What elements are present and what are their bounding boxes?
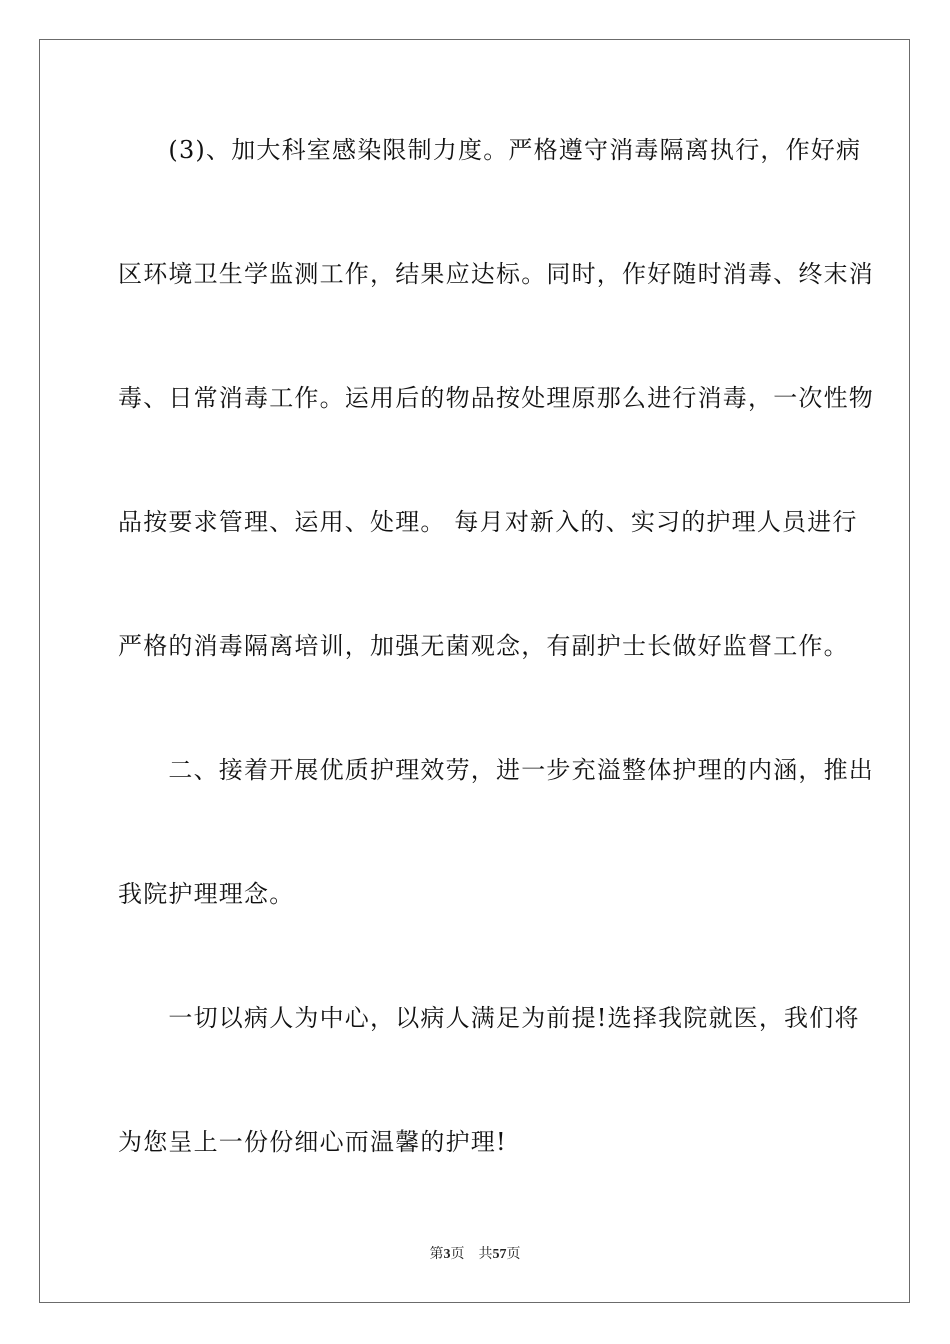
- text-line-1: (3)、加大科室感染限制力度。严格遵守消毒隔离执行，作好病: [118, 136, 862, 164]
- footer-page-suffix: 页: [450, 1246, 465, 1262]
- text-line-5: 严格的消毒隔离培训，加强无菌观念，有副护士长做好监督工作。: [118, 632, 849, 660]
- text-line-7: 我院护理理念。: [118, 880, 295, 908]
- footer-total-pages: 57: [492, 1247, 507, 1262]
- text-line-3: 毒、日常消毒工作。运用后的物品按处理原那么进行消毒，一次性物: [118, 384, 874, 412]
- text-line-8: 一切以病人为中心，以病人满足为前提!选择我院就医，我们将: [118, 1004, 860, 1032]
- text-line-4: 品按要求管理、运用、处理。 每月对新入的、实习的护理人员进行: [118, 508, 858, 536]
- page-border: [39, 39, 910, 1303]
- footer-total-prefix: 共: [478, 1246, 493, 1262]
- footer-page-prefix: 第: [429, 1246, 444, 1262]
- footer-total-suffix: 页: [506, 1246, 521, 1262]
- page-footer: [0, 1245, 950, 1264]
- footer-page-number: 3: [443, 1247, 451, 1262]
- text-line-2: 区环境卫生学监测工作，结果应达标。同时，作好随时消毒、终末消: [118, 260, 874, 288]
- text-line-9: 为您呈上一份份细心而温馨的护理!: [118, 1128, 507, 1156]
- text-line-6: 二、接着开展优质护理效劳，进一步充溢整体护理的内涵，推出: [118, 756, 874, 784]
